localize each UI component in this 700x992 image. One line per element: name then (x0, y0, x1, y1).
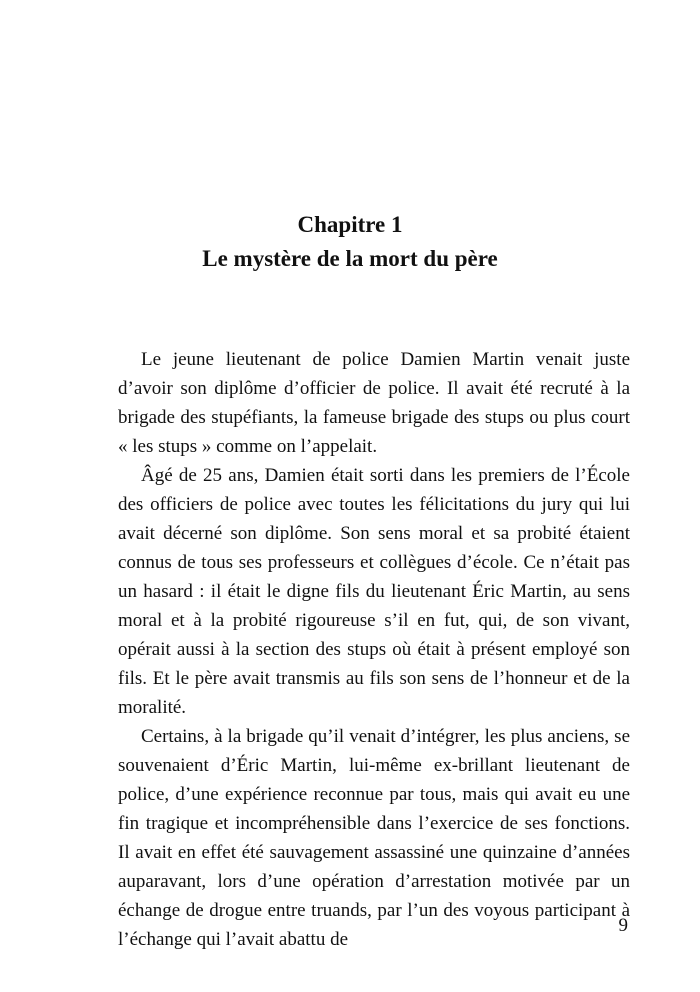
chapter-number: Chapitre 1 (297, 212, 403, 237)
chapter-title: Le mystère de la mort du père (202, 246, 498, 271)
page-number: 9 (618, 915, 628, 936)
chapter-heading (0, 208, 700, 276)
paragraph: Âgé de 25 ans, Damien était sorti dans les premiers de l’École des officiers de police avec toutes les félicitations du jury qui lui avait décerné son diplôme. Son sens moral et sa probité étaient connus de tous ses professeurs et collègues d’école. Ce n’était pas un hasard : il était le digne fils du lieutenant Éric Martin, au sens moral et à la probité rigoureuse s’il en fut, qui, de son vivant, opérait aussi à la section des stups où était à présent employé son fils. Et le père avait transmis au fils son sens de l’honneur et de la moralité. (118, 465, 630, 718)
paragraph: Certains, à la brigade qu’il venait d’intégrer, les plus anciens, se souvenaient d’Éric Martin, lui-même ex-brillant lieutenant de police, d’une expérience reconnue par tous, mais qui avait eu une fin tragique et incompréhensible dans l’exercice de ses fonctions. Il avait en effet été sauvagement assassiné une quinzaine d’années auparavant, lors d’une opération d’arrestation motivée par un échange de drogue entre truands, par l’un des voyous participant à l’échange qui l’avait abattu de (118, 726, 630, 950)
paragraph: Le jeune lieutenant de police Damien Martin venait juste d’avoir son diplôme d’officier de police. Il avait été recruté à la brigade des stupéfiants, la fameuse brigade des stups ou plus court « les stups » comme on l’appelait. (118, 349, 630, 457)
chapter-body (118, 345, 630, 954)
